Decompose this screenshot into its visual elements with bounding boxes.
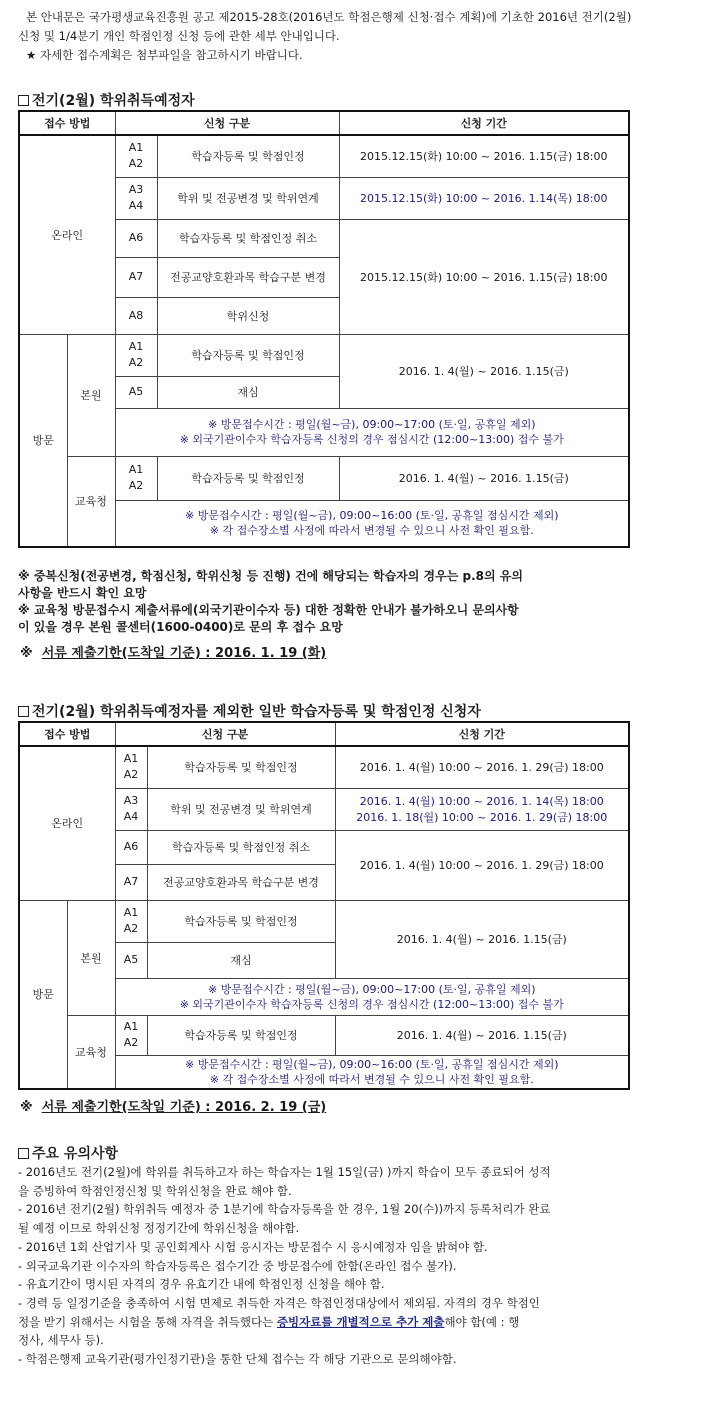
period-cell: 2016. 1. 4(월) 10:00 ~ 2016. 1. 14(목) 18:00 2016. 1. 18(월) 10:00 ~ 2016. 1. 29(금) 18:00 [335, 788, 629, 830]
online-label: 온라인 [19, 135, 115, 334]
header-method: 접수 방법 [19, 111, 115, 135]
edu-note-cell: ※ 방문접수시간 : 평일(월~금), 09:00~16:00 (토·일, 공휴일 점심시간 제외) ※ 각 접수장소별 사정에 따라서 변경될 수 있으니 사전 확인 필요함. [115, 500, 629, 547]
category-cell: 학습자등록 및 학점인정 [147, 746, 335, 788]
code-cell: A3 A4 [115, 788, 147, 830]
category-cell: 학위신청 [157, 297, 339, 334]
code-cell: A6 [115, 219, 157, 257]
section1-title: 전기(2월) 학위취득예정자 [18, 92, 693, 110]
caution-line: - 학점은행제 교육기관(평가인정기관)을 통한 단체 접수는 각 해당 기관으로 문의해야함. [18, 1352, 457, 1367]
header-category: 신청 구분 [115, 722, 335, 746]
checkbox-square-icon [18, 95, 29, 106]
caution-line: - 외국교육기관 이수자의 학습자등록은 접수기간 중 방문접수에 한함(온라인 접수 불가). [18, 1258, 457, 1273]
code-cell: A6 [115, 830, 147, 864]
hq-label: 본원 [67, 334, 115, 456]
header-period: 신청 기간 [339, 111, 629, 135]
checkbox-square-icon [18, 706, 29, 717]
code-cell: A1 A2 [115, 334, 157, 376]
hq-note-cell: ※ 방문접수시간 : 평일(월~금), 09:00~17:00 (토·일, 공휴일 제외) ※ 외국기관이수자 학습자등록 신청의 경우 점심시간 (12:00~13:00) 접수 불가 [115, 978, 629, 1015]
category-cell: 학습자등록 및 학점인정 [157, 135, 339, 177]
caution-line: - 2016년도 전기(2월)에 학위를 취득하고자 하는 학습자는 1월 15일(금) )까지 학습이 모두 종료되어 성적 [18, 1165, 551, 1179]
code-cell: A3 A4 [115, 177, 157, 219]
intro [18, 8, 693, 65]
category-cell: 전공교양호환과목 학습구분 변경 [147, 864, 335, 900]
code-cell: A5 [115, 942, 147, 978]
section2-table [18, 721, 630, 1090]
code-cell: A1 A2 [115, 1015, 147, 1055]
section1-deadline: ※ 서류 제출기한(도착일 기준) : 2016. 1. 19 (화) [20, 646, 327, 661]
caution-line: - 유효기간이 명시된 자격의 경우 유효기간 내에 학점인정 신청을 해야 함. [18, 1277, 385, 1292]
period-cell: 2015.12.15(화) 10:00 ~ 2016. 1.15(금) 18:00 [339, 219, 629, 334]
period-cell: 2016. 1. 4(월) 10:00 ~ 2016. 1. 29(금) 18:00 [335, 746, 629, 788]
category-cell: 학습자등록 및 학점인정 [147, 900, 335, 942]
category-cell: 학위 및 전공변경 및 학위연계 [157, 177, 339, 219]
category-cell: 학습자등록 및 학점인정 취소 [147, 830, 335, 864]
header-category: 신청 구분 [115, 111, 339, 135]
category-cell: 학습자등록 및 학점인정 취소 [157, 219, 339, 257]
code-cell: A7 [115, 257, 157, 297]
period-cell: 2016. 1. 4(월) 10:00 ~ 2016. 1. 29(금) 18:00 [335, 830, 629, 900]
category-cell: 재심 [157, 376, 339, 408]
period-cell: 2016. 1. 4(월) ~ 2016. 1.15(금) [339, 456, 629, 500]
category-cell: 전공교양호환과목 학습구분 변경 [157, 257, 339, 297]
category-cell: 학습자등록 및 학점인정 [157, 456, 339, 500]
code-cell: A8 [115, 297, 157, 334]
intro-line: 본 안내문은 국가평생교육진흥원 공고 제2015-28호(2016년도 학점은행제 신청·접수 계획)에 기초한 2016년 전기(2월) [26, 10, 632, 24]
code-cell: A1 A2 [115, 135, 157, 177]
edu-note-cell: ※ 방문접수시간 : 평일(월~금), 09:00~16:00 (토·일, 공휴일 점심시간 제외) ※ 각 접수장소별 사정에 따라서 변경될 수 있으니 사전 확인 필요함. [115, 1055, 629, 1089]
code-cell: A7 [115, 864, 147, 900]
category-cell: 재심 [147, 942, 335, 978]
visit-label: 방문 [19, 900, 67, 1089]
header-period: 신청 기간 [335, 722, 629, 746]
category-cell: 학습자등록 및 학점인정 [157, 334, 339, 376]
hq-label: 본원 [67, 900, 115, 1015]
hq-note-cell: ※ 방문접수시간 : 평일(월~금), 09:00~17:00 (토·일, 공휴일 제외) ※ 외국기관이수자 학습자등록 신청의 경우 점심시간 (12:00~13:00) 접수 불가 [115, 408, 629, 456]
caution-line: - 경력 등 일정기준을 충족하여 시험 면제로 취득한 자격은 학점인정대상에서 제외됨. 자격의 경우 학점인 [18, 1295, 540, 1310]
edu-label: 교육청 [67, 456, 115, 547]
caution-line: 정사, 세무사 등). [18, 1333, 104, 1348]
caution-line: - 2016년 전기(2월) 학위취득 예정자 중 1분기에 학습자등록을 한 경우, 1월 20(수))까지 등록처리가 완료 [18, 1202, 551, 1217]
caution-list [18, 1163, 693, 1369]
caution-line: 정을 받기 위해서는 시험을 통해 자격을 취득했다는 증빙자료를 개별적으로 추가 제출해야 함(예 : 행 [18, 1314, 520, 1329]
intro-line: 신청 및 1/4분기 개인 학점인정 신청 등에 관한 세부 안내입니다. [18, 29, 340, 43]
code-cell: A1 A2 [115, 900, 147, 942]
section1-notes: ※ 중복신청(전공변경, 학점신청, 학위신청 등 진행) 건에 해당되는 학습자의 경우는 p.8의 유의 사항을 반드시 확인 요망 ※ 교육청 방문접수시 제출서류에(외국기관이수자 등) 대한 정확한 안내가 불가하오니 문의사항 이 있을 경우 본원 콜센터(1600-0400)로 문의 후 접수 요망 [18, 569, 523, 634]
checkbox-square-icon [18, 1148, 29, 1159]
visit-label: 방문 [19, 334, 67, 547]
category-cell: 학습자등록 및 학점인정 [147, 1015, 335, 1055]
edu-label: 교육청 [67, 1015, 115, 1089]
period-cell: 2016. 1. 4(월) ~ 2016. 1.15(금) [335, 900, 629, 978]
period-cell: 2015.12.15(화) 10:00 ~ 2016. 1.15(금) 18:00 [339, 135, 629, 177]
section1-table [18, 110, 630, 548]
section2-deadline: ※ 서류 제출기한(도착일 기준) : 2016. 2. 19 (금) [20, 1100, 327, 1115]
caution-line: - 2016년 1회 산업기사 및 공인회계사 시험 응시자는 방문접수 시 응시예정자 임을 밝혀야 함. [18, 1239, 488, 1254]
intro-star-line: ★ 자세한 접수계획은 첨부파일을 참고하시기 바랍니다. [26, 48, 303, 62]
header-method: 접수 방법 [19, 722, 115, 746]
period-cell: 2016. 1. 4(월) ~ 2016. 1.15(금) [339, 334, 629, 408]
emphasis-text: 증빙자료를 개별적으로 추가 제출 [276, 1314, 445, 1329]
code-cell: A1 A2 [115, 456, 157, 500]
caution-line: 될 예정 이므로 학위신청 정정기간에 학위신청을 해야함. [18, 1221, 300, 1236]
code-cell: A5 [115, 376, 157, 408]
code-cell: A1 A2 [115, 746, 147, 788]
online-label: 온라인 [19, 746, 115, 900]
section2-title: 전기(2월) 학위취득예정자를 제외한 일반 학습자등록 및 학점인정 신청자 [18, 703, 693, 721]
section3-title: 주요 유의사항 [18, 1145, 693, 1163]
category-cell: 학위 및 전공변경 및 학위연계 [147, 788, 335, 830]
period-cell: 2016. 1. 4(월) ~ 2016. 1.15(금) [335, 1015, 629, 1055]
caution-line: 을 증빙하여 학점인정신청 및 학위신청을 완료 해야 함. [18, 1183, 292, 1198]
period-cell: 2015.12.15(화) 10:00 ~ 2016. 1.14(목) 18:00 [339, 177, 629, 219]
